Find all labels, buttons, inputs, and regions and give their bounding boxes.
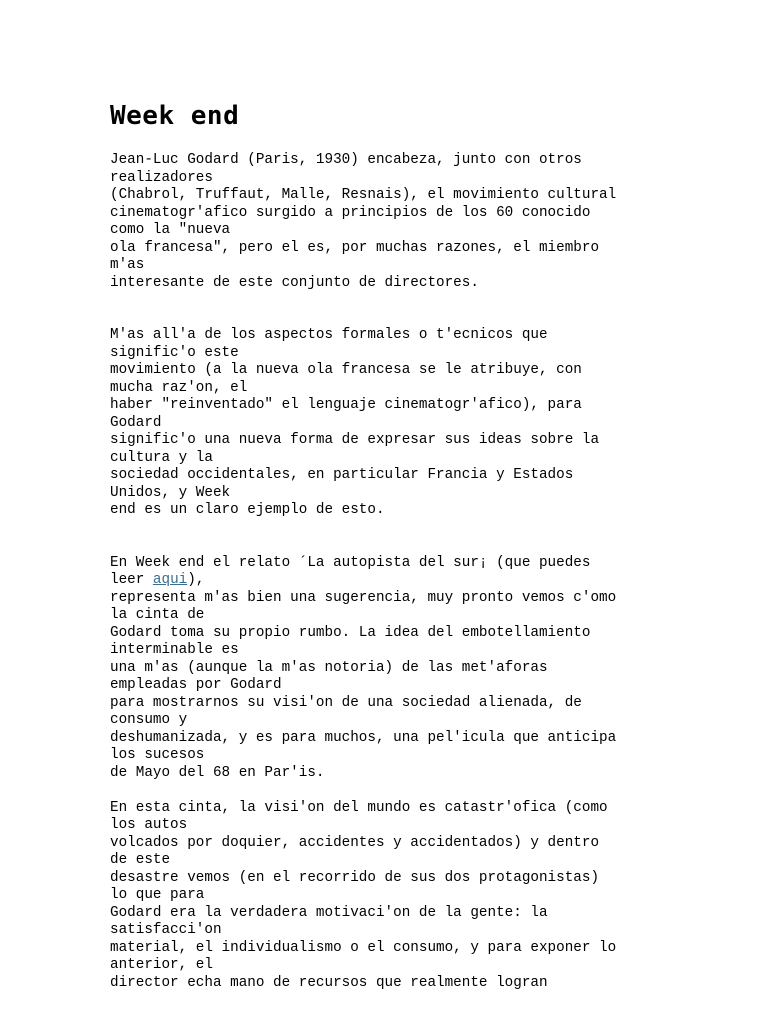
text-line: material, el individualismo o el consumo, y para exponer lo bbox=[110, 939, 617, 956]
text-line: como la "nueva bbox=[110, 222, 231, 238]
text-line: m'as bbox=[110, 257, 145, 273]
text-line: para mostrarnos su visi'on de una sociedad alienada, de bbox=[110, 694, 582, 711]
text-line: de este bbox=[110, 852, 171, 868]
text-line: ola francesa", pero el es, por muchas razones, el miembro bbox=[110, 239, 600, 256]
paragraph-3 bbox=[110, 555, 670, 783]
text-line: lo que para bbox=[110, 887, 205, 903]
text-line: signific'o este bbox=[110, 344, 239, 361]
text-line: desastre vemos (en el recorrido de sus dos protagonistas) bbox=[110, 869, 600, 886]
text-line: interminable es bbox=[110, 642, 239, 658]
text-line: M'as all'a de los aspectos formales o t'ecnicos que bbox=[110, 327, 548, 343]
text-line: volcados por doquier, accidentes y accidentados) y dentro bbox=[110, 834, 600, 851]
text-line: Unidos, y Week bbox=[110, 484, 231, 501]
text-line: Godard toma su propio rumbo. La idea del embotellamiento bbox=[110, 624, 591, 641]
aqui-link[interactable]: aqui bbox=[152, 572, 188, 588]
text-fragment: ), bbox=[187, 572, 205, 588]
paragraph-4 bbox=[110, 800, 670, 993]
text-line: deshumanizada, y es para muchos, una pel'icula que anticipa bbox=[110, 729, 617, 746]
text-line: los autos bbox=[110, 817, 188, 833]
paragraph-spacer bbox=[110, 782, 670, 800]
text-line: los sucesos bbox=[110, 747, 205, 763]
text-line: En esta cinta, la visi'on del mundo es catastr'ofica (como bbox=[110, 799, 608, 816]
text-line: (Chabrol, Truffaut, Malle, Resnais), el movimiento cultural bbox=[110, 187, 617, 203]
paragraph-spacer bbox=[110, 292, 670, 327]
text-line: sociedad occidentales, en particular Francia y Estados bbox=[110, 467, 574, 483]
text-line: mucha raz'on, el bbox=[110, 379, 248, 396]
text-line: satisfacci'on bbox=[110, 922, 222, 938]
text-line: director echa mano de recursos que realmente logran bbox=[110, 974, 548, 991]
text-line: En Week end el relato ´La autopista del sur¡ (que puedes bbox=[110, 554, 591, 571]
text-line: la cinta de bbox=[110, 607, 205, 623]
text-line: signific'o una nueva forma de expresar sus ideas sobre la bbox=[110, 432, 600, 448]
text-fragment: leer bbox=[110, 572, 153, 588]
text-line-with-link bbox=[110, 572, 670, 590]
text-line: cultura y la bbox=[110, 449, 213, 466]
text-line: empleadas por Godard bbox=[110, 677, 282, 693]
text-line: consumo y bbox=[110, 712, 188, 728]
text-line: una m'as (aunque la m'as notoria) de las met'aforas bbox=[110, 659, 548, 676]
paragraph-spacer bbox=[110, 520, 670, 555]
text-line: Godard bbox=[110, 414, 162, 431]
paragraph-2 bbox=[110, 327, 670, 520]
paragraph-1 bbox=[110, 152, 670, 292]
text-line: realizadores bbox=[110, 169, 213, 186]
text-line: end es un claro ejemplo de esto. bbox=[110, 502, 385, 518]
text-line: movimiento (a la nueva ola francesa se le atribuye, con bbox=[110, 362, 582, 378]
text-line: haber "reinventado" el lenguaje cinematogr'afico), para bbox=[110, 397, 582, 413]
text-line: interesante de este conjunto de directores. bbox=[110, 274, 479, 291]
text-line: Jean-Luc Godard (Paris, 1930) encabeza, junto con otros bbox=[110, 152, 582, 168]
text-line: de Mayo del 68 en Par'is. bbox=[110, 764, 325, 781]
text-line: Godard era la verdadera motivaci'on de la gente: la bbox=[110, 904, 548, 921]
document-page bbox=[110, 100, 670, 992]
text-line: representa m'as bien una sugerencia, muy pronto vemos c'omo bbox=[110, 589, 617, 606]
text-line: cinematogr'afico surgido a principios de los 60 conocido bbox=[110, 204, 591, 221]
document-title: Week end bbox=[110, 101, 240, 131]
text-line: anterior, el bbox=[110, 957, 213, 973]
